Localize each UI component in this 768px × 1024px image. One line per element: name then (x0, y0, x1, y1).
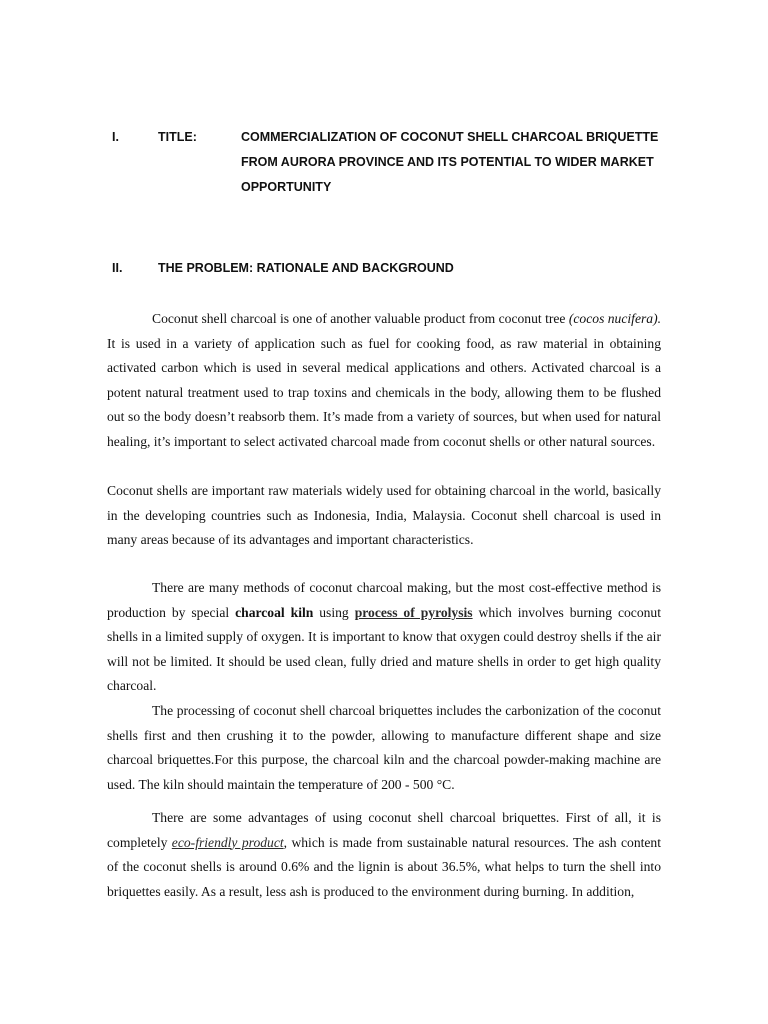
pyrolysis-link[interactable]: process of pyrolysis (354, 604, 473, 620)
paragraph-3 (107, 576, 661, 699)
paragraph-5-text-a: There are some advantages of using coconut shell charcoal briquettes. First of all, it is completely (107, 810, 661, 850)
paragraph-1 (107, 307, 661, 455)
eco-friendly-link[interactable]: eco-friendly product (171, 834, 284, 850)
paragraph-1-text-a: Coconut shell charcoal is one of another valuable product from coconut tree (152, 311, 569, 326)
paragraph-5 (107, 806, 661, 904)
paragraph-3-text-b: using (313, 604, 355, 620)
section-1-number: I. (112, 130, 119, 144)
section-1-label: TITLE: (158, 130, 197, 144)
paragraph-1-text-b: It is used in a variety of application such as fuel for cooking food, as raw material in obtaining activated carbon which is used in several medical applications and others. Activated charcoal is a potent natural treatment used to trap toxins and chemicals in the body, allowing them to be flushed out so the body doesn’t reabsorb them. It’s made from a variety of sources, but when used for natural healing, it’s important to select activated charcoal made from coconut shells or other natural sources. (107, 335, 661, 449)
section-2-number: II. (112, 261, 123, 275)
paragraph-3-text-c: which involves burning coconut shells in a limited supply of oxygen. It is important to know that oxygen could destroy shells if the air will not be limited. It should be used clean, fully dried and mature shells in order to get high quality charcoal. (107, 604, 662, 694)
charcoal-kiln-term: charcoal kiln (235, 604, 314, 620)
paragraph-3-text-a: There are many methods of coconut charcoal making, but the most cost-effective method is production by special (107, 580, 661, 620)
paragraph-4: The processing of coconut shell charcoal briquettes includes the carbonization of the coconut shells first and then crushing it to the powder, allowing to manufacture different shape and size charcoal briquettes.For this purpose, the charcoal kiln and the charcoal powder-making machine are used. The kiln should maintain the temperature of 200 - 500 °C. (107, 703, 661, 792)
section-2-title: THE PROBLEM: RATIONALE AND BACKGROUND (158, 261, 454, 275)
document-title: COMMERCIALIZATION OF COCONUT SHELL CHARCOAL BRIQUETTE FROM AURORA PROVINCE AND ITS POTENTIAL TO WIDER MARKET OPPORTUNITY (241, 130, 659, 194)
paragraph-2: Coconut shells are important raw materials widely used for obtaining charcoal in the world, basically in the developing countries such as Indonesia, India, Malaysia. Coconut shell charcoal is used in many areas because of its advantages and important characteristics. (107, 483, 661, 548)
paragraph-5-text-b: , which is made from sustainable natural resources. The ash content of the coconut shells is around 0.6% and the lignin is about 36.5%, what helps to turn the shell into briquettes easily. As a result, less ash is produced to the environment during burning. In addition, (107, 834, 662, 899)
species-name: (cocos nucifera). (568, 311, 661, 326)
